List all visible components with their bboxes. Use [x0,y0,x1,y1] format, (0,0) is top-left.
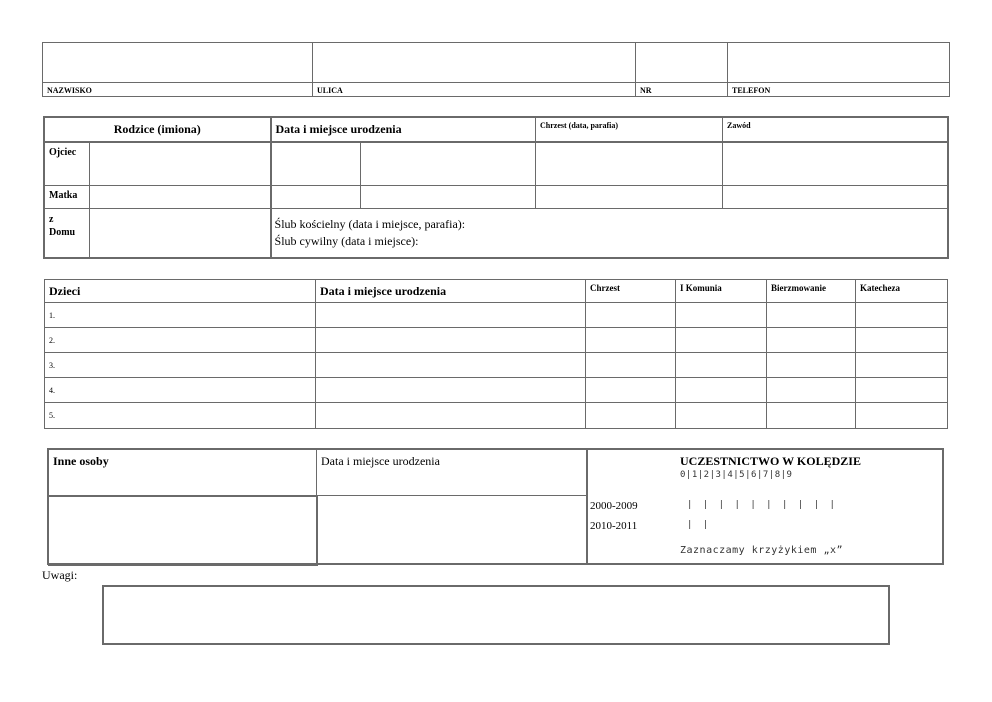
wedding-cell[interactable] [271,209,949,258]
child-name-1[interactable]: 1. [45,303,316,328]
mother-label: Matka [45,186,90,209]
church-wedding-label: Ślub kościelny (data i miejsce, parafia): [274,217,466,231]
children-baptism-header: Chrzest [586,280,676,303]
street-label: ULICA [313,83,636,97]
koleda-digits: 0|1|2|3|4|5|6|7|8|9 [680,470,793,480]
child-communion-5[interactable] [676,403,767,429]
mother-job[interactable] [723,186,949,209]
surname-label: NAZWISKO [43,83,313,97]
others-table [48,449,588,566]
mother-baptism[interactable] [536,186,723,209]
child-name-5[interactable]: 5. [45,403,316,429]
child-confirmation-1[interactable] [767,303,856,328]
parents-table [44,117,949,259]
child-birth-4[interactable] [316,378,586,403]
father-birth-place[interactable] [361,142,536,186]
child-confirmation-2[interactable] [767,328,856,353]
child-baptism-4[interactable] [586,378,676,403]
father-baptism[interactable] [536,142,723,186]
parents-header: Rodzice (imiona) [45,118,271,142]
child-baptism-5[interactable] [586,403,676,429]
koleda-note: Zaznaczamy krzyżykiem „x” [680,545,844,556]
parents-baptism-header: Chrzest (data, parafia) [536,118,723,142]
street-field[interactable] [313,43,636,83]
table-row [45,353,948,378]
parents-job-header: Zawód [723,118,949,142]
others-birth-header: Data i miejsce urodzenia [317,450,587,496]
child-baptism-1[interactable] [586,303,676,328]
child-catechesis-1[interactable] [856,303,948,328]
father-label: Ojciec [45,142,90,186]
table-row [45,378,948,403]
phone-field[interactable] [728,43,950,83]
child-catechesis-5[interactable] [856,403,948,429]
child-name-2[interactable]: 2. [45,328,316,353]
table-row [45,303,948,328]
child-communion-2[interactable] [676,328,767,353]
child-communion-4[interactable] [676,378,767,403]
child-birth-3[interactable] [316,353,586,378]
koleda-year-1: 2000-2009 [590,500,638,512]
child-communion-1[interactable] [676,303,767,328]
others-name-field[interactable] [49,496,317,565]
koleda-year-2: 2010-2011 [590,520,638,532]
others-birth-field[interactable] [317,496,587,565]
koleda-title: UCZESTNICTWO W KOLĘDZIE [680,454,861,468]
father-job[interactable] [723,142,949,186]
child-name-3[interactable]: 3. [45,353,316,378]
surname-field[interactable] [43,43,313,83]
phone-label: TELEFON [728,83,950,97]
address-table [42,42,950,97]
koleda-marks-2[interactable]: | | [687,520,709,530]
child-confirmation-4[interactable] [767,378,856,403]
children-header: Dzieci [45,280,316,303]
mother-birth-date[interactable] [271,186,361,209]
notes-box[interactable] [102,585,890,645]
mother-birth-place[interactable] [361,186,536,209]
child-confirmation-3[interactable] [767,353,856,378]
child-catechesis-3[interactable] [856,353,948,378]
children-communion-header: I Komunia [676,280,767,303]
table-row [45,403,948,429]
mother-name-field[interactable] [90,186,271,209]
child-baptism-3[interactable] [586,353,676,378]
maiden-domu: Domu [49,227,76,238]
child-communion-3[interactable] [676,353,767,378]
child-birth-2[interactable] [316,328,586,353]
maiden-name-label [45,209,90,258]
child-baptism-2[interactable] [586,328,676,353]
table-row [45,328,948,353]
civil-wedding-label: Ślub cywilny (data i miejsce): [274,234,419,248]
child-birth-5[interactable] [316,403,586,429]
children-confirmation-header: Bierzmowanie [767,280,856,303]
child-catechesis-4[interactable] [856,378,948,403]
koleda-marks-1[interactable]: | | | | | | | | | | [687,500,836,510]
maiden-name-field[interactable] [90,209,271,258]
children-catechesis-header: Katecheza [856,280,948,303]
child-confirmation-5[interactable] [767,403,856,429]
father-birth-date[interactable] [271,142,361,186]
father-name-field[interactable] [90,142,271,186]
number-label: NR [636,83,728,97]
child-name-4[interactable]: 4. [45,378,316,403]
notes-label: Uwagi: [42,568,78,582]
parents-birth-header: Data i miejsce urodzenia [271,118,536,142]
others-header: Inne osoby [49,450,317,496]
maiden-z: z [49,214,54,225]
children-table [44,279,948,429]
number-field[interactable] [636,43,728,83]
child-catechesis-2[interactable] [856,328,948,353]
child-birth-1[interactable] [316,303,586,328]
children-birth-header: Data i miejsce urodzenia [316,280,586,303]
